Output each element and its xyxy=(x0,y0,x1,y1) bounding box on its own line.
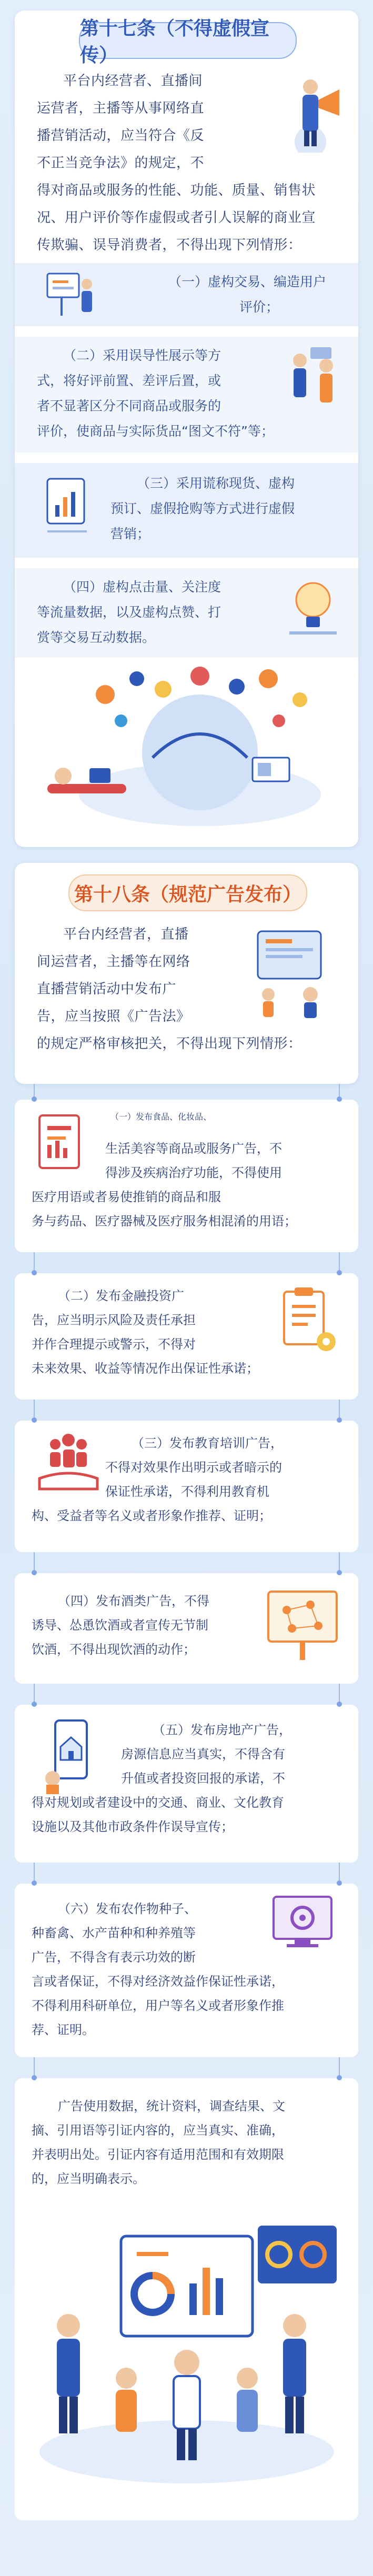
item2-dot-right xyxy=(337,1270,342,1275)
item6-dot-left xyxy=(32,1880,37,1886)
section18-item5-line5: 设施以及其他市政条件作误导宣传； xyxy=(32,1819,234,1834)
section18-item1-line3: 得涉及疾病治疗功能，不得使用 xyxy=(105,1165,282,1180)
section17-item1-line2: 评价； xyxy=(239,299,279,315)
section18-item5-line4: 得对规划或者建设中的交通、商业、文化教育 xyxy=(32,1795,284,1810)
hand-people-icon xyxy=(32,1428,105,1502)
section17-item2-line4: 评价，使商品与实际货品“图文不符”等； xyxy=(37,424,274,439)
section18-item3-line3: 保证性承诺，不得利用教育机 xyxy=(105,1484,269,1499)
team-analytics-illustration xyxy=(21,2205,352,2499)
section18-item6-line2: 种畜禽、水产苗种和种养殖等 xyxy=(32,1926,196,1940)
section17-item2-line1: （二）采用误导性展示等方 xyxy=(63,348,221,363)
section18-item4-line2: 诱导、怂恿饮酒或者宣传无节制 xyxy=(32,1618,208,1633)
ad-board-icon xyxy=(237,915,342,1021)
house-phone-icon xyxy=(37,1715,105,1794)
document-chart-icon xyxy=(32,1110,89,1184)
section18-intro-4: 告，应当按照《广告法》 xyxy=(37,1009,190,1024)
section17-intro-2: 运营者，主播等从事网络直 xyxy=(37,100,205,116)
section17-intro-5: 得对商品或服务的性能、功能、质量、销售状 xyxy=(37,183,316,198)
section18-item1-line2: 生活美容等商品或服务广告，不 xyxy=(105,1141,282,1156)
section17-item1-line1: （一）虚构交易、编造用户 xyxy=(168,274,326,289)
section18-item5-line1: （五）发布房地产广告， xyxy=(153,1723,291,1737)
network-board-icon xyxy=(263,1586,342,1665)
team-people-icon xyxy=(279,342,347,421)
section18-intro-5: 的规定严格审核把关，不得出现下列情形： xyxy=(37,1036,302,1052)
social-media-illustration xyxy=(26,663,347,837)
section18-item7-line4: 的，应当明确表示。 xyxy=(32,2171,145,2186)
section18-item4-line1: （四）发布酒类广告，不得 xyxy=(58,1594,209,1608)
clipboard-gear-icon xyxy=(274,1281,342,1360)
section17-title: 第十七条（不得虚假宣传） xyxy=(79,22,297,59)
section18-item2-line1: （二）发布金融投资广 xyxy=(58,1289,184,1303)
section18-item6-line4: 言或者保证，不得对经济效益作保证性承诺， xyxy=(32,1974,284,1989)
section18-item1-line5: 务与药品、医疗器械及医疗服务相混淆的用语； xyxy=(32,1214,297,1229)
section18-item5-line3: 升值或者投资回报的承诺，不 xyxy=(121,1771,285,1786)
item6-dot-right xyxy=(337,1880,342,1886)
chart-board-icon xyxy=(37,471,100,545)
section17-intro-6: 况、用户评价等作虚假或者引人误解的商业宣 xyxy=(37,210,316,226)
item5-dot-right xyxy=(337,1702,342,1707)
item3-dot-right xyxy=(337,1417,342,1423)
section17-intro-7: 传欺骗、误导消费者，不得出现下列情形： xyxy=(37,237,302,253)
section18-item3-line4: 构、受益者等名义或者形象作推荐、证明； xyxy=(32,1508,271,1523)
section18-item3-line2: 不得对效果作出明示或者暗示的 xyxy=(105,1460,282,1475)
section17-item3-line2: 预订、虚假抢购等方式进行虚假 xyxy=(110,501,295,516)
item4-dot-left xyxy=(32,1570,37,1575)
item2-dot-left xyxy=(32,1270,37,1275)
section17-intro-3: 播营销活动，应当符合《反 xyxy=(37,128,205,144)
section17-item2-line3: 者不显著区分不同商品或服务的 xyxy=(37,398,221,414)
section17-item3-line3: 营销； xyxy=(110,526,150,541)
section18-title: 第十八条（规范广告发布） xyxy=(68,874,307,911)
section18-item7-line1: 广告使用数据，统计资料，调查结果、文 xyxy=(58,2099,285,2114)
section18-item2-line3: 并作合理提示或警示，不得对 xyxy=(32,1337,196,1352)
section18-item6-line3: 广告，不得含有表示功效的断 xyxy=(32,1950,196,1965)
section17-intro-4: 不正当竞争法》的规定，不 xyxy=(37,155,205,171)
gear-screen-icon xyxy=(263,1891,342,1960)
section18-item2-line4: 未来效果、收益等情况作出保证性承诺； xyxy=(32,1361,259,1376)
section18-intro-1: 平台内经营者，直播 xyxy=(63,927,189,942)
section18-item6-line6: 荐、证明。 xyxy=(32,2022,95,2037)
section18-item1-line4: 医疗用语或者易使推销的商品和服 xyxy=(32,1190,221,1204)
item1-dot-left xyxy=(32,1096,37,1102)
section17-item4-line3: 赏等交易互动数据。 xyxy=(37,630,156,645)
megaphone-person-icon xyxy=(274,63,347,153)
section17-item4-line1: （四）虚构点击量、关注度 xyxy=(63,579,221,595)
item3-dot-left xyxy=(32,1417,37,1423)
section18-item5-line2: 房源信息应当真实，不得含有 xyxy=(121,1747,285,1762)
section17-intro-1: 平台内经营者、直播间 xyxy=(63,73,203,89)
section18-item7-line2: 摘、引用语等引证内容的，应当真实、准确， xyxy=(32,2123,284,2138)
presentation-person-icon xyxy=(42,266,100,324)
item5-dot-left xyxy=(32,1702,37,1707)
idea-bulb-icon xyxy=(284,573,342,647)
section18-item7-line3: 并表明出处。引证内容有适用范围和有效期限 xyxy=(32,2147,284,2162)
section18-item2-line2: 告，应当明示风险及责任承担 xyxy=(32,1313,196,1327)
section18-intro-2: 间运营者，主播等在网络 xyxy=(37,954,190,970)
section18-item6-line5: 不得利用科研单位，用户等名义或者形象作推 xyxy=(32,1998,284,2013)
section18-item6-line1: （六）发布农作物种子、 xyxy=(58,1901,197,1916)
section18-item4-line3: 饮酒，不得出现饮酒的动作； xyxy=(32,1642,196,1657)
item7-dot-left xyxy=(32,2075,37,2080)
section17-item3-line1: （三）采用谎称现货、虚构 xyxy=(137,476,295,491)
section18-intro-3: 直播营销活动中发布广 xyxy=(37,981,177,997)
section18-item3-line1: （三）发布教育培训广告， xyxy=(132,1436,283,1451)
section18-item1-line1: （一）发布食品、化妆品、 xyxy=(110,1112,212,1122)
item1-dot-right xyxy=(337,1096,342,1102)
item7-dot-right xyxy=(337,2075,342,2080)
item4-dot-right xyxy=(337,1570,342,1575)
section17-item4-line2: 等流量数据，以及虚构点赞、打 xyxy=(37,605,221,620)
section17-item2-line2: 式，将好评前置、差评后置，或 xyxy=(37,373,221,388)
